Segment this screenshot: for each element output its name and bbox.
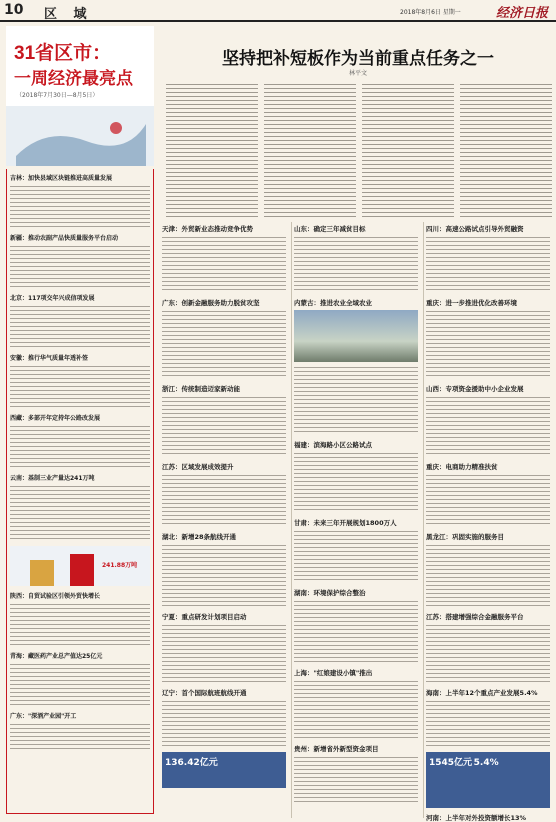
news-body (162, 395, 286, 457)
news-item (160, 384, 288, 457)
news-headline: 江苏：搭建增强综合金融服务平台 (426, 613, 524, 621)
page-header (0, 0, 556, 22)
news-headline: 湖南：环境保护综合整治 (294, 589, 366, 597)
news-item (292, 588, 420, 663)
stat-value: 136.42亿元 (165, 758, 218, 768)
news-headline: 山西：专项资金援助中小企业发展 (426, 385, 524, 393)
news-item (160, 612, 288, 683)
brief-item (10, 711, 150, 752)
lead-article (166, 82, 552, 217)
brief-item (10, 353, 150, 408)
brief-item (10, 173, 150, 228)
brief-body (10, 244, 150, 288)
page-number: 10 (4, 2, 24, 18)
news-item (160, 532, 288, 607)
brief-body (10, 424, 150, 468)
news-headline: 上海："红娘建设小镇"推出 (294, 669, 373, 677)
news-item (424, 813, 552, 822)
brief-body (10, 304, 150, 348)
stat-infographic (426, 752, 550, 808)
brief-item (10, 651, 150, 706)
news-item (424, 532, 552, 607)
news-item (424, 612, 552, 683)
news-item (160, 462, 288, 527)
news-item (424, 298, 552, 379)
news-grid (160, 222, 552, 822)
news-headline: 黑龙江：巩固实施的服务目 (426, 533, 504, 541)
news-column (424, 222, 552, 822)
brief-body (10, 662, 150, 706)
weekly-banner (6, 26, 154, 166)
news-item (160, 224, 288, 293)
news-body (426, 543, 550, 607)
news-headline: 甘肃：未来三年开展规划1800万人 (294, 519, 397, 527)
lead-text-column (362, 82, 454, 217)
news-headline: 广东：创新金融服务助力脱贫攻坚 (162, 299, 260, 307)
banner-date: （2018年7月30日—8月5日） (16, 92, 99, 99)
news-headline: 浙江：传统制造迈家新动能 (162, 385, 240, 393)
news-body (294, 365, 418, 435)
stat-infographic (162, 752, 286, 788)
news-body (294, 529, 418, 583)
stat-value: 1545亿元 (429, 758, 473, 768)
news-headline: 内蒙古：推进农业全域农业 (294, 299, 372, 307)
news-body (426, 623, 550, 683)
news-headline: 重庆：进一步推进优化改善环境 (426, 299, 517, 307)
news-headline: 福建：滨海路小区公路试点 (294, 441, 372, 449)
news-body (294, 451, 418, 513)
news-column (292, 222, 420, 818)
brief-headline: 安徽：推行华气质量年透补签 (10, 355, 89, 362)
news-headline: 山东：确定三年减贫目标 (294, 225, 366, 233)
brief-headline: 云南：基制三业产量达241万吨 (10, 475, 95, 482)
brief-item (10, 591, 150, 646)
news-body (162, 543, 286, 607)
news-headline: 重庆：电商助力精准扶贫 (426, 463, 498, 471)
news-body (162, 235, 286, 293)
news-item (424, 224, 552, 293)
news-item (292, 744, 420, 805)
byline: 林平文 (348, 70, 367, 77)
brief-headline: 广东："深酒产业园"开工 (10, 713, 77, 720)
news-item (292, 668, 420, 739)
lead-text-column (460, 82, 552, 217)
news-body (162, 699, 286, 749)
news-body (426, 395, 550, 457)
briefs-panel (6, 169, 154, 814)
news-headline: 四川：高速公路试点引导外贸融资 (426, 225, 524, 233)
news-headline: 江苏：区域发展成效提升 (162, 463, 234, 471)
brief-item (10, 233, 150, 288)
news-headline: 宁夏：重点研发计划项目启动 (162, 613, 247, 621)
lead-text-column (166, 82, 258, 217)
news-headline: 辽宁：首个国际航班航线开通 (162, 689, 247, 697)
news-headline: 河南：上半年对外投资额增长13% (426, 814, 527, 822)
news-body (294, 755, 418, 805)
brief-item (10, 293, 150, 348)
brief-body (10, 184, 150, 228)
news-item (424, 384, 552, 457)
brief-body (10, 602, 150, 646)
brief-headline: 青海：藏医药产业总产值达25亿元 (10, 653, 103, 660)
news-column (160, 222, 288, 818)
news-body (294, 679, 418, 739)
news-headline: 海南：上半年12个重点产业发展5.4% (426, 689, 538, 697)
brief-item (10, 413, 150, 468)
news-body (162, 473, 286, 527)
news-headline: 天津：外贸新业态推动竞争优势 (162, 225, 253, 233)
news-body (294, 599, 418, 663)
news-body (426, 699, 550, 749)
news-body (426, 235, 550, 293)
news-body (426, 473, 550, 527)
stat-chart (10, 546, 150, 586)
news-item (292, 440, 420, 513)
news-headline: 贵州：新增省外新型资金项目 (294, 745, 379, 753)
brief-headline: 北京：117项交年兴成信项发展 (10, 295, 95, 302)
stat-growth: 5.4% (473, 758, 499, 768)
lead-text-column (264, 82, 356, 217)
decorative-map (6, 106, 154, 166)
brief-body (10, 364, 150, 408)
brief-headline: 吉林：加快县域区块链推进高质量发展 (10, 175, 113, 182)
news-item (424, 462, 552, 527)
news-item (292, 224, 420, 293)
news-item (160, 688, 288, 788)
news-body (162, 623, 286, 683)
news-item (424, 688, 552, 808)
stat-value: 241.88万吨 (102, 562, 138, 569)
brief-headline: 陕西：自贸试验区引领外贸快增长 (10, 593, 101, 600)
news-photo (294, 310, 418, 362)
main-headline: 坚持把补短板作为当前重点任务之一 (222, 49, 494, 69)
news-item (292, 518, 420, 583)
brief-headline: 新疆：推动农副产品快质量服务平台启动 (10, 235, 119, 242)
brief-headline: 西藏：多部开年定持年公路改发展 (10, 415, 101, 422)
section-name: 区 域 (44, 7, 93, 22)
news-body (162, 309, 286, 379)
news-item (292, 298, 420, 435)
issue-date: 2018年8月6日 星期一 (400, 9, 461, 16)
brief-body (10, 484, 150, 542)
banner-title: 31省区市： (14, 43, 112, 64)
news-item (160, 298, 288, 379)
news-body (294, 235, 418, 293)
banner-subtitle: 一周经济最亮点 (14, 69, 133, 88)
news-headline: 湖北：新增28条航线开通 (162, 533, 237, 541)
brief-body (10, 722, 150, 752)
news-body (426, 309, 550, 379)
brief-item (10, 473, 150, 586)
paper-logo: 经济日报 (495, 6, 548, 21)
